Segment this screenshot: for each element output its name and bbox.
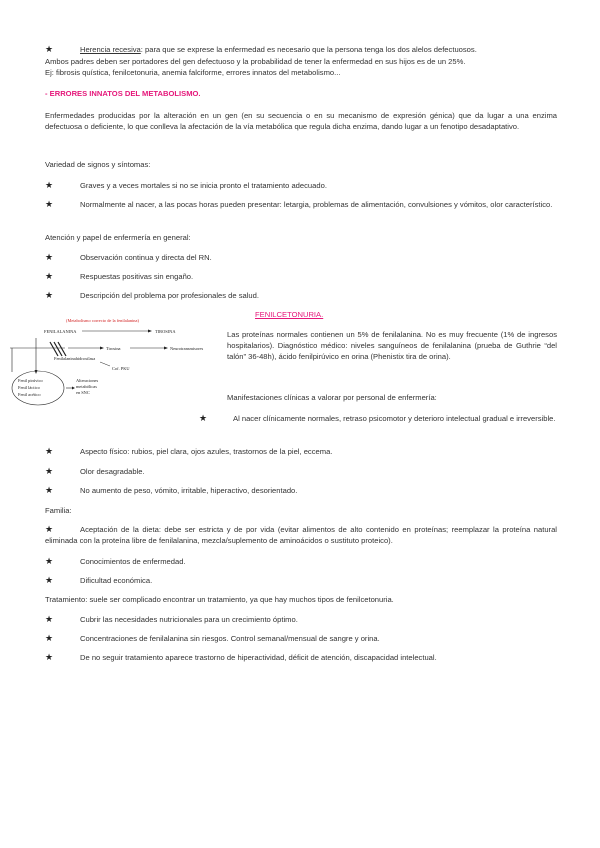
diagram-arrowhead-snc xyxy=(72,387,75,390)
diagram-blocked-enzyme: Fenilalaninahidroxilasa xyxy=(54,356,96,361)
diagram-arrowhead-tyr xyxy=(100,347,104,350)
star-bullet-icon: ★ xyxy=(45,44,54,54)
intro-line-2: Ambos padres deben ser portadores del gen defectuoso y la probabilidad de tener la enfermedad en sus hijos es de un 25%. xyxy=(45,57,466,66)
star-bullet-icon: ★ xyxy=(45,524,54,534)
diagram-alteraciones-2: metabólicas xyxy=(76,384,97,389)
star-bullet-icon: ★ xyxy=(45,652,54,662)
diagram-block-mark xyxy=(50,342,66,356)
star-bullet-icon: ★ xyxy=(45,199,54,209)
manifestations-item-1: Al nacer clínicamente normales, retraso psicomotor y deterioro intelectual gradual e irreversible. xyxy=(233,414,556,423)
star-bullet-icon: ★ xyxy=(45,485,54,495)
family-item-3: Dificultad económica. xyxy=(80,576,153,585)
diagram-fenil-lactico: Fenil láctico xyxy=(18,385,40,390)
diagram-cof-line xyxy=(100,362,110,366)
manifestations-item-2: Aspecto físico: rubios, piel clara, ojos azules, trastornos de la piel, eccema. xyxy=(80,447,333,456)
pku-intro-paragraph: Las proteínas normales contienen un 5% de fenilalanina. No es muy frecuente (1% de ingresos hospitalarios). Diagnóstico médico: niveles sanguíneos de fenilalanina (prueba de Guthrie “del talón” 36-48h), ácido fenilpirúvico en orina (Phenistix tira de orina). xyxy=(227,330,557,361)
diagram-tirosina-small: Tirosina xyxy=(106,346,121,351)
treatment-item-3: De no seguir tratamiento aparece trastorno de hiperactividad, déficit de atención, discapacidad intelectual. xyxy=(80,653,437,662)
diagram-arrowhead-down xyxy=(35,370,38,374)
star-bullet-icon: ★ xyxy=(45,614,54,624)
star-bullet-icon: ★ xyxy=(45,290,54,300)
care-heading: Atención y papel de enfermería en general: xyxy=(45,233,191,242)
treatment-item-2: Concentraciones de fenilalanina sin riesgos. Control semanal/mensual de sangre y orina. xyxy=(80,634,380,643)
diagram-tirosina: TIROSINA xyxy=(155,329,176,334)
star-bullet-icon: ★ xyxy=(45,633,54,643)
star-bullet-icon: ★ xyxy=(45,180,54,190)
treatment-item-1: Cubrir las necesidades nutricionales para un crecimiento óptimo. xyxy=(80,615,298,624)
star-bullet-icon: ★ xyxy=(199,413,208,423)
star-bullet-icon: ★ xyxy=(45,446,54,456)
diagram-alteraciones-1: Alteraciones xyxy=(76,378,99,383)
diagram-red-label: (Metabolismo correcto de la fenilalanina) xyxy=(66,318,139,323)
care-item-1: Observación continua y directa del RN. xyxy=(80,253,212,262)
star-bullet-icon: ★ xyxy=(45,556,54,566)
care-item-3: Descripción del problema por profesionales de salud. xyxy=(80,291,259,300)
signs-item-1: Graves y a veces mortales si no se inicia pronto el tratamiento adecuado. xyxy=(80,181,327,190)
definition-paragraph: Enfermedades producidas por la alteración en un gen (en su secuencia o en su mecanismo de expresión génica) que da lugar a una enzima defectuosa o deficiente, lo que conlleva la afectación de la vía metabólica que regula dicha enzima, dando lugar a un fenotipo desadaptativo. xyxy=(45,111,557,131)
manifestations-heading: Manifestaciones clínicas a valorar por personal de enfermería: xyxy=(227,393,437,402)
intro-line-1-rest: : para que se exprese la enfermedad es necesario que la persona tenga los dos alelos defectuosos. xyxy=(140,45,477,54)
diagram-cofactor: Cof. PKU xyxy=(112,366,130,371)
pku-title: FENILCETONURIA. xyxy=(255,310,324,319)
diagram-arrowhead-main xyxy=(148,330,152,333)
signs-item-2: Normalmente al nacer, a las pocas horas pueden presentar: letargia, problemas de alimentación, convulsiones y vómitos, olor característico. xyxy=(80,200,553,209)
manifestations-item-4: No aumento de peso, vómito, irritable, hiperactivo, desorientado. xyxy=(80,486,298,495)
diagram-fenil-piruvico: Fenil pirúvico xyxy=(18,378,43,383)
diagram-fenilalanina: FENILALANINA xyxy=(44,329,77,334)
intro-line-1 xyxy=(80,44,557,55)
intro-line-3: Ej: fibrosis quística, fenilcetonuria, anemia falciforme, errores innatos del metabolismo... xyxy=(45,68,341,77)
diagram-alteraciones-3: en SNC xyxy=(76,390,90,395)
diagram-fenil-acetico: Fenil acético xyxy=(18,392,41,397)
diagram-arrowhead-neuro xyxy=(164,347,168,350)
section-title: - ERRORES INNATOS DEL METABOLISMO. xyxy=(45,89,201,98)
family-item-1: Aceptación de la dieta: debe ser estricta y de por vida (evitar alimentos de alto contenido en proteínas; reemplazar la proteína natural eliminada con la proteína libre de fenilalanina, mezcla/suplemento de aminoácidos o sustituto proteico). xyxy=(45,525,557,545)
star-bullet-icon: ★ xyxy=(45,271,54,281)
manifestations-item-3: Olor desagradable. xyxy=(80,467,145,476)
intro-label: Herencia recesiva xyxy=(80,45,141,54)
family-item-2: Conocimientos de enfermedad. xyxy=(80,557,186,566)
star-bullet-icon: ★ xyxy=(45,575,54,585)
care-item-2: Respuestas positivas sin engaño. xyxy=(80,272,194,281)
star-bullet-icon: ★ xyxy=(45,466,54,476)
phenylalanine-metabolism-diagram xyxy=(10,312,220,410)
star-bullet-icon: ★ xyxy=(45,252,54,262)
signs-heading: Variedad de signos y síntomas: xyxy=(45,160,151,169)
family-heading: Familia: xyxy=(45,506,72,515)
treatment-heading: Tratamiento: suele ser complicado encontrar un tratamiento, ya que hay muchos tipos de fenilcetonuria. xyxy=(45,595,394,604)
diagram-neuro: Neurotransmisores xyxy=(170,346,204,351)
